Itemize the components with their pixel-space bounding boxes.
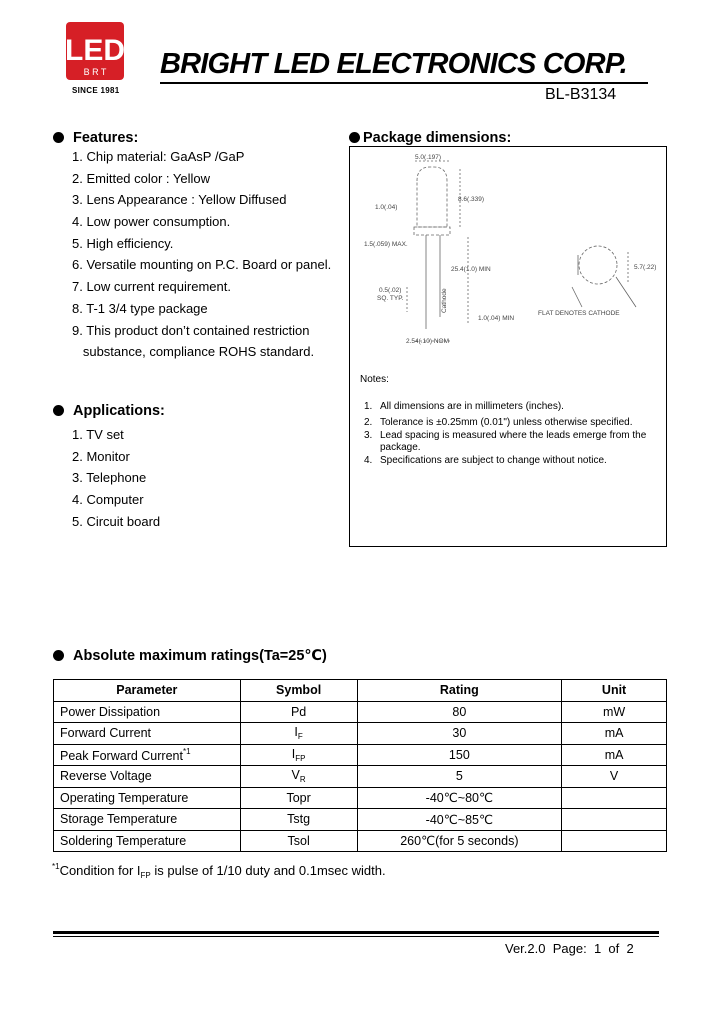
- cell-symbol: Topr: [240, 787, 357, 809]
- company-name: BRIGHT LED ELECTRONICS CORP.: [160, 48, 627, 80]
- cell-symbol: Tsol: [240, 830, 357, 852]
- logo-letters: LED: [66, 34, 125, 67]
- bullet-icon: [349, 132, 360, 143]
- cell-rating: 260℃(for 5 seconds): [357, 830, 562, 852]
- dim-flange: 1.0(.04): [375, 204, 398, 211]
- features-heading: Features:: [53, 130, 138, 146]
- cell-parameter: Power Dissipation: [54, 701, 241, 723]
- cell-unit: mA: [562, 744, 667, 766]
- cell-symbol: $I_{FP}$: [240, 744, 357, 766]
- cell-rating: 150: [357, 744, 562, 766]
- note-item: 1. All dimensions are in millimeters (inches).: [364, 400, 564, 412]
- ratings-heading: Absolute maximum ratings(Ta=25℃): [53, 648, 327, 664]
- dim-lead-square-typ: SQ. TYP.: [377, 295, 404, 302]
- cell-parameter: Peak Forward Current$^{*1}$: [54, 744, 241, 766]
- cell-parameter: Reverse Voltage: [54, 766, 241, 788]
- dim-diameter: 5.7(.22): [634, 264, 657, 271]
- cell-unit: [562, 809, 667, 831]
- table-row: [54, 723, 667, 745]
- note-item: 4. Specifications are subject to change without notice.: [364, 454, 607, 466]
- logo-sub: B R T: [83, 67, 107, 77]
- feature-item: substance, compliance ROHS standard.: [72, 344, 315, 360]
- cell-symbol: $I_F$: [240, 723, 357, 745]
- cell-symbol: $V_R$: [240, 766, 357, 788]
- note-item: 3. Lead spacing is measured where the leads emerge from the package.: [364, 429, 647, 453]
- feature-item: 5. High efficiency.: [72, 235, 174, 251]
- cell-unit: V: [562, 766, 667, 788]
- feature-item: 4. Low power consumption.: [72, 214, 231, 230]
- header-symbol: Symbol: [240, 680, 357, 702]
- application-item: 1. TV set: [72, 427, 124, 442]
- dim-stub: 1.0(.04) MIN: [478, 315, 515, 322]
- cell-parameter: Soldering Temperature: [54, 830, 241, 852]
- footer-rule-thin: [53, 936, 659, 937]
- table-row: [54, 787, 667, 809]
- dim-body-height: 8.6(.339): [458, 196, 485, 203]
- feature-item: 8. T-1 3/4 type package: [72, 300, 208, 316]
- table-row: [54, 830, 667, 852]
- package-heading: Package dimensions:: [349, 130, 511, 146]
- applications-list: [72, 424, 160, 532]
- header-unit: Unit: [562, 680, 667, 702]
- cell-unit: [562, 830, 667, 852]
- features-list: [72, 146, 331, 363]
- page-number: 1: [593, 941, 602, 956]
- table-row: [54, 744, 667, 766]
- package-drawing: [350, 147, 666, 372]
- page-total: 2: [626, 941, 634, 956]
- application-item: 2. Monitor: [72, 448, 130, 464]
- part-number: BL-B3134: [545, 86, 617, 103]
- application-item: 5. Circuit board: [72, 513, 161, 529]
- application-item: 4. Computer: [72, 492, 144, 508]
- page-label: Page:: [552, 941, 587, 956]
- application-item: 3. Telephone: [72, 470, 147, 486]
- applications-heading: Applications:: [53, 403, 165, 419]
- feature-item: 2. Emitted color : Yellow: [72, 170, 211, 186]
- table-row: [54, 701, 667, 723]
- dim-lead-square: 0.5(.02): [379, 287, 402, 294]
- bullet-icon: [53, 132, 64, 143]
- cell-parameter: Operating Temperature: [54, 787, 241, 809]
- note-item: 2. Tolerance is ±0.25mm (0.01") unless otherwise specified.: [364, 417, 633, 428]
- feature-item: 9. This product don’t contained restriction: [72, 322, 310, 338]
- cell-parameter: Forward Current: [54, 723, 241, 745]
- dim-lead-length: 25.4(1.0) MIN: [451, 266, 491, 273]
- notes-title: Notes:: [360, 374, 389, 385]
- cell-symbol: Tstg: [240, 809, 357, 831]
- dim-flange-max: 1.5(.059) MAX.: [364, 241, 408, 248]
- dim-flat-note: FLAT DENOTES CATHODE: [538, 310, 620, 317]
- header-rating: Rating: [357, 680, 562, 702]
- bullet-icon: [53, 405, 64, 416]
- table-row: [54, 809, 667, 831]
- version: Ver.2.0: [505, 941, 546, 956]
- feature-item: 6. Versatile mounting on P.C. Board or panel.: [72, 257, 332, 273]
- cell-rating: -40℃~80℃: [357, 787, 562, 809]
- ratings-table: [53, 679, 667, 852]
- header-parameter: Parameter: [54, 680, 241, 702]
- of-label: of: [608, 941, 620, 956]
- dim-cathode: Cathode: [441, 288, 448, 313]
- cell-rating: -40℃~85℃: [357, 809, 562, 831]
- table-header-row: [54, 680, 667, 702]
- dim-top-width: 5.0(.197): [415, 154, 442, 161]
- table-row: [54, 766, 667, 788]
- package-notes: [360, 374, 662, 467]
- cell-parameter: Storage Temperature: [54, 809, 241, 831]
- feature-item: 7. Low current requirement.: [72, 279, 231, 295]
- cell-rating: 5: [357, 766, 562, 788]
- cell-rating: 80: [357, 701, 562, 723]
- page-info: [505, 941, 634, 956]
- cell-unit: mW: [562, 701, 667, 723]
- dim-spacing: 2.54(.10) NOM: [406, 338, 449, 345]
- cell-unit: [562, 787, 667, 809]
- cell-symbol: Pd: [240, 701, 357, 723]
- cell-rating: 30: [357, 723, 562, 745]
- footer-rule: [53, 931, 659, 934]
- feature-item: 3. Lens Appearance : Yellow Diffused: [72, 192, 287, 208]
- feature-item: 1. Chip material: GaAsP /GaP: [72, 149, 245, 164]
- company-logo: [66, 22, 128, 84]
- cell-unit: mA: [562, 723, 667, 745]
- header-rule: [160, 82, 648, 84]
- since-text: SINCE 1981: [72, 86, 120, 95]
- bullet-icon: [53, 650, 64, 661]
- ratings-footnote: $^{*1}$Condition for $I_{FP}$ is pulse of 1/10 duty and 0.1msec width.: [52, 862, 386, 880]
